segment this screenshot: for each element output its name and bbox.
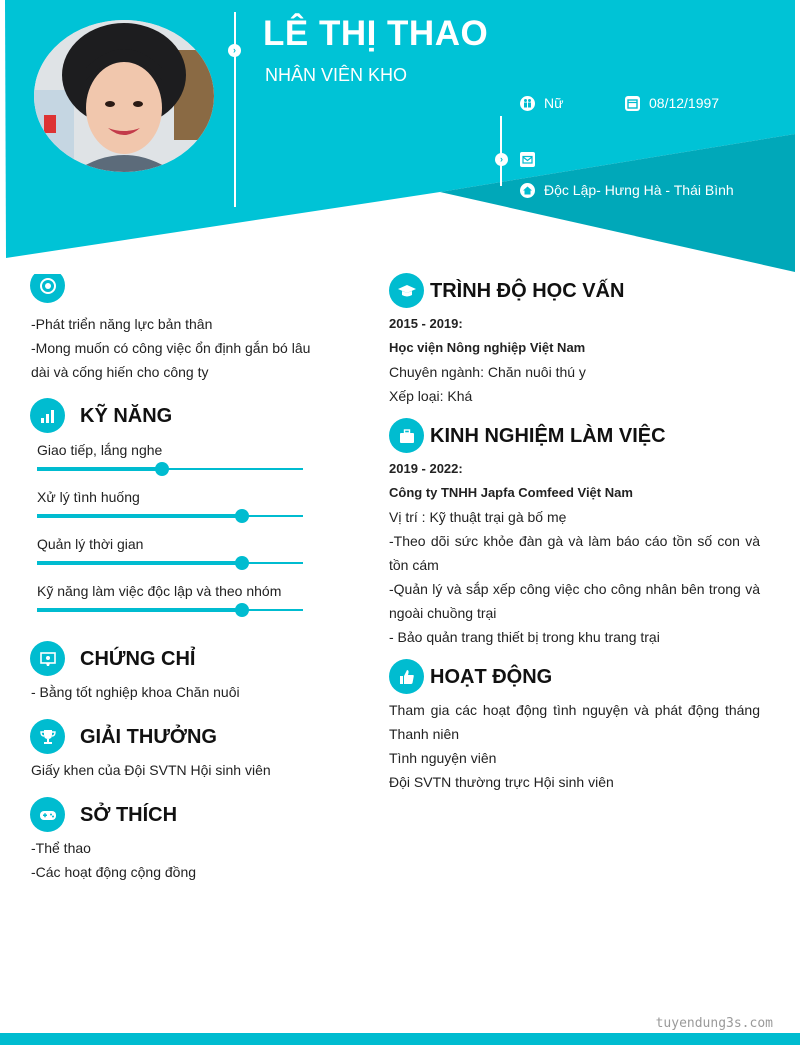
chevron-right-icon: › [228, 44, 241, 57]
chevron-right-icon: › [495, 153, 508, 166]
header-divider-line [234, 12, 236, 207]
awards-title: GIẢI THƯỞNG [80, 726, 217, 748]
experience-duty-2: -Quản lý và sắp xếp công việc cho công nhân bên trong và ngoài chuồng trại [389, 581, 760, 621]
gamepad-icon [30, 797, 65, 832]
skill-label: Quản lý thời gian [37, 536, 144, 552]
experience-period: 2019 - 2022: [389, 461, 463, 476]
skill-knob [235, 509, 249, 523]
activity-line-2: Tình nguyện viên [389, 750, 497, 766]
watermark: tuyendung3s.com [655, 1016, 773, 1031]
experience-duty-3: - Bảo quản trang thiết bị trong khu trang trại [389, 629, 660, 645]
skill-fill [37, 467, 162, 471]
activity-line-3: Đội SVTN thường trực Hội sinh viên [389, 774, 614, 790]
skills-title: KỸ NĂNG [80, 405, 173, 427]
skill-label: Giao tiếp, lắng nghe [37, 442, 163, 458]
header-overlap-mask [0, 258, 360, 274]
profile-photo [34, 20, 214, 172]
skill-bar [37, 609, 303, 611]
education-period: 2015 - 2019: [389, 316, 463, 331]
objective-line-3: dài và cống hiến cho công ty [31, 364, 209, 380]
gender-icon [520, 96, 535, 111]
skill-label: Kỹ năng làm việc độc lập và theo nhóm [37, 583, 282, 599]
footer-bar [0, 1033, 800, 1045]
gender-info [520, 95, 563, 111]
briefcase-icon [389, 418, 424, 453]
objective-line-1: -Phát triển năng lực bản thân [31, 316, 213, 332]
contact-divider-line [500, 116, 502, 186]
skill-fill [37, 514, 242, 518]
activities-title: HOẠT ĐỘNG [430, 666, 553, 688]
candidate-name: LÊ THỊ THAO [263, 14, 489, 53]
skill-knob [235, 556, 249, 570]
experience-duty-1: -Theo dõi sức khỏe đàn gà và làm báo cáo tồn số con và tồn cám [389, 533, 760, 573]
education-rank: Xếp loại: Khá [389, 388, 473, 404]
thumbs-up-icon [389, 659, 424, 694]
activity-line-1: Tham gia các hoạt động tình nguyện và phát động tháng Thanh niên [389, 702, 760, 742]
hobby-line-2: -Các hoạt động cộng đồng [31, 864, 197, 880]
skill-bar [37, 562, 303, 564]
skill-bar [37, 515, 303, 517]
trophy-icon [30, 719, 65, 754]
skill-fill [37, 608, 242, 612]
birthdate-info [625, 95, 719, 111]
email-info [520, 152, 544, 167]
education-major: Chuyên ngành: Chăn nuôi thú y [389, 364, 586, 380]
objective-line-2: -Mong muốn có công việc ổn định gắn bó lâu [31, 340, 311, 356]
skill-knob [235, 603, 249, 617]
home-icon [520, 183, 535, 198]
hobbies-title: SỞ THÍCH [80, 804, 178, 826]
job-title: NHÂN VIÊN KHO [265, 65, 408, 85]
bar-chart-icon [30, 398, 65, 433]
skill-knob [155, 462, 169, 476]
calendar-icon [625, 96, 640, 111]
skill-label: Xử lý tình huống [37, 489, 140, 505]
address-value: Độc Lập- Hưng Hà - Thái Bình [544, 182, 734, 198]
certificate-icon [30, 641, 65, 676]
education-title: TRÌNH ĐỘ HỌC VẤN [430, 280, 625, 302]
graduation-cap-icon [389, 273, 424, 308]
award-text: Giấy khen của Đội SVTN Hội sinh viên [31, 762, 271, 778]
certificate-text: - Bằng tốt nghiệp khoa Chăn nuôi [31, 684, 240, 700]
birthdate-value: 08/12/1997 [649, 95, 720, 111]
experience-company: Công ty TNHH Japfa Comfeed Việt Nam [389, 485, 633, 500]
skill-bar [37, 468, 303, 470]
gender-value: Nữ [544, 95, 564, 111]
experience-position: Vị trí : Kỹ thuật trại gà bố mẹ [389, 509, 567, 525]
hobby-line-1: -Thể thao [31, 840, 91, 856]
envelope-icon [520, 152, 535, 167]
experience-title: KINH NGHIỆM LÀM VIỆC [430, 425, 666, 447]
education-school: Học viện Nông nghiệp Việt Nam [389, 340, 586, 355]
address-info [520, 182, 734, 198]
certificates-title: CHỨNG CHỈ [80, 648, 196, 670]
avatar [34, 20, 214, 172]
skill-fill [37, 561, 242, 565]
